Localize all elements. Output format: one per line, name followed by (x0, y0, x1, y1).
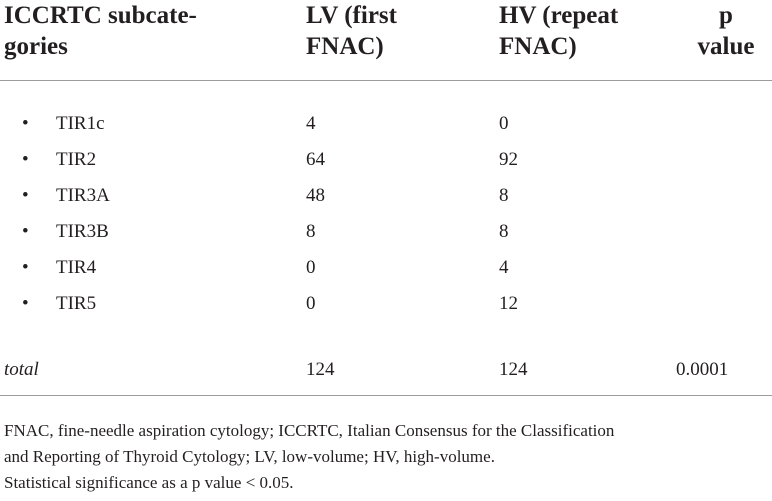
category-cell: TIR5 (56, 293, 97, 314)
hv-cell: 4 (499, 257, 509, 278)
footnote-line: Statistical significance as a p value < 0.05. (4, 473, 294, 492)
table-row (0, 184, 772, 220)
bullet: • (22, 221, 29, 242)
table-row (0, 112, 772, 148)
total-hv-cell: 124 (499, 359, 528, 380)
footnote-line: FNAC, fine-needle aspiration cytology; ICCRTC, Italian Consensus for the Classification (4, 421, 615, 440)
bullet: • (22, 149, 29, 170)
lv-cell: 0 (306, 293, 316, 314)
hv-cell: 8 (499, 221, 509, 242)
category-cell: TIR3B (56, 221, 109, 242)
total-label: total (4, 359, 39, 380)
hv-cell: 12 (499, 293, 518, 314)
header-divider (0, 80, 772, 81)
category-cell: TIR4 (56, 257, 97, 278)
total-p-cell: 0.0001 (676, 359, 729, 380)
header-lv: LV (first FNAC) (306, 2, 397, 60)
bullet: • (22, 257, 29, 278)
bullet: • (22, 113, 29, 134)
lv-cell: 0 (306, 257, 316, 278)
category-cell: TIR3A (56, 185, 110, 206)
table-row (0, 148, 772, 184)
table-row (0, 256, 772, 292)
lv-cell: 64 (306, 149, 325, 170)
table-row (0, 220, 772, 256)
header-p-value: p value (697, 2, 755, 60)
category-cell: TIR1c (56, 113, 105, 134)
hv-cell: 0 (499, 113, 509, 134)
table-footnote (4, 418, 769, 496)
lv-cell: 8 (306, 221, 316, 242)
header-hv: HV (repeat FNAC) (499, 2, 619, 60)
bullet: • (22, 185, 29, 206)
bullet: • (22, 293, 29, 314)
table-row (0, 292, 772, 328)
hv-cell: 8 (499, 185, 509, 206)
total-row (0, 358, 772, 394)
footnote-line: and Reporting of Thyroid Cytology; LV, low-volume; HV, high-volume. (4, 447, 495, 466)
category-cell: TIR2 (56, 149, 97, 170)
footer-divider (0, 395, 772, 396)
header-subcategories: ICCRTC subcate- gories (4, 2, 197, 60)
lv-cell: 48 (306, 185, 325, 206)
total-lv-cell: 124 (306, 359, 335, 380)
hv-cell: 92 (499, 149, 518, 170)
lv-cell: 4 (306, 113, 316, 134)
